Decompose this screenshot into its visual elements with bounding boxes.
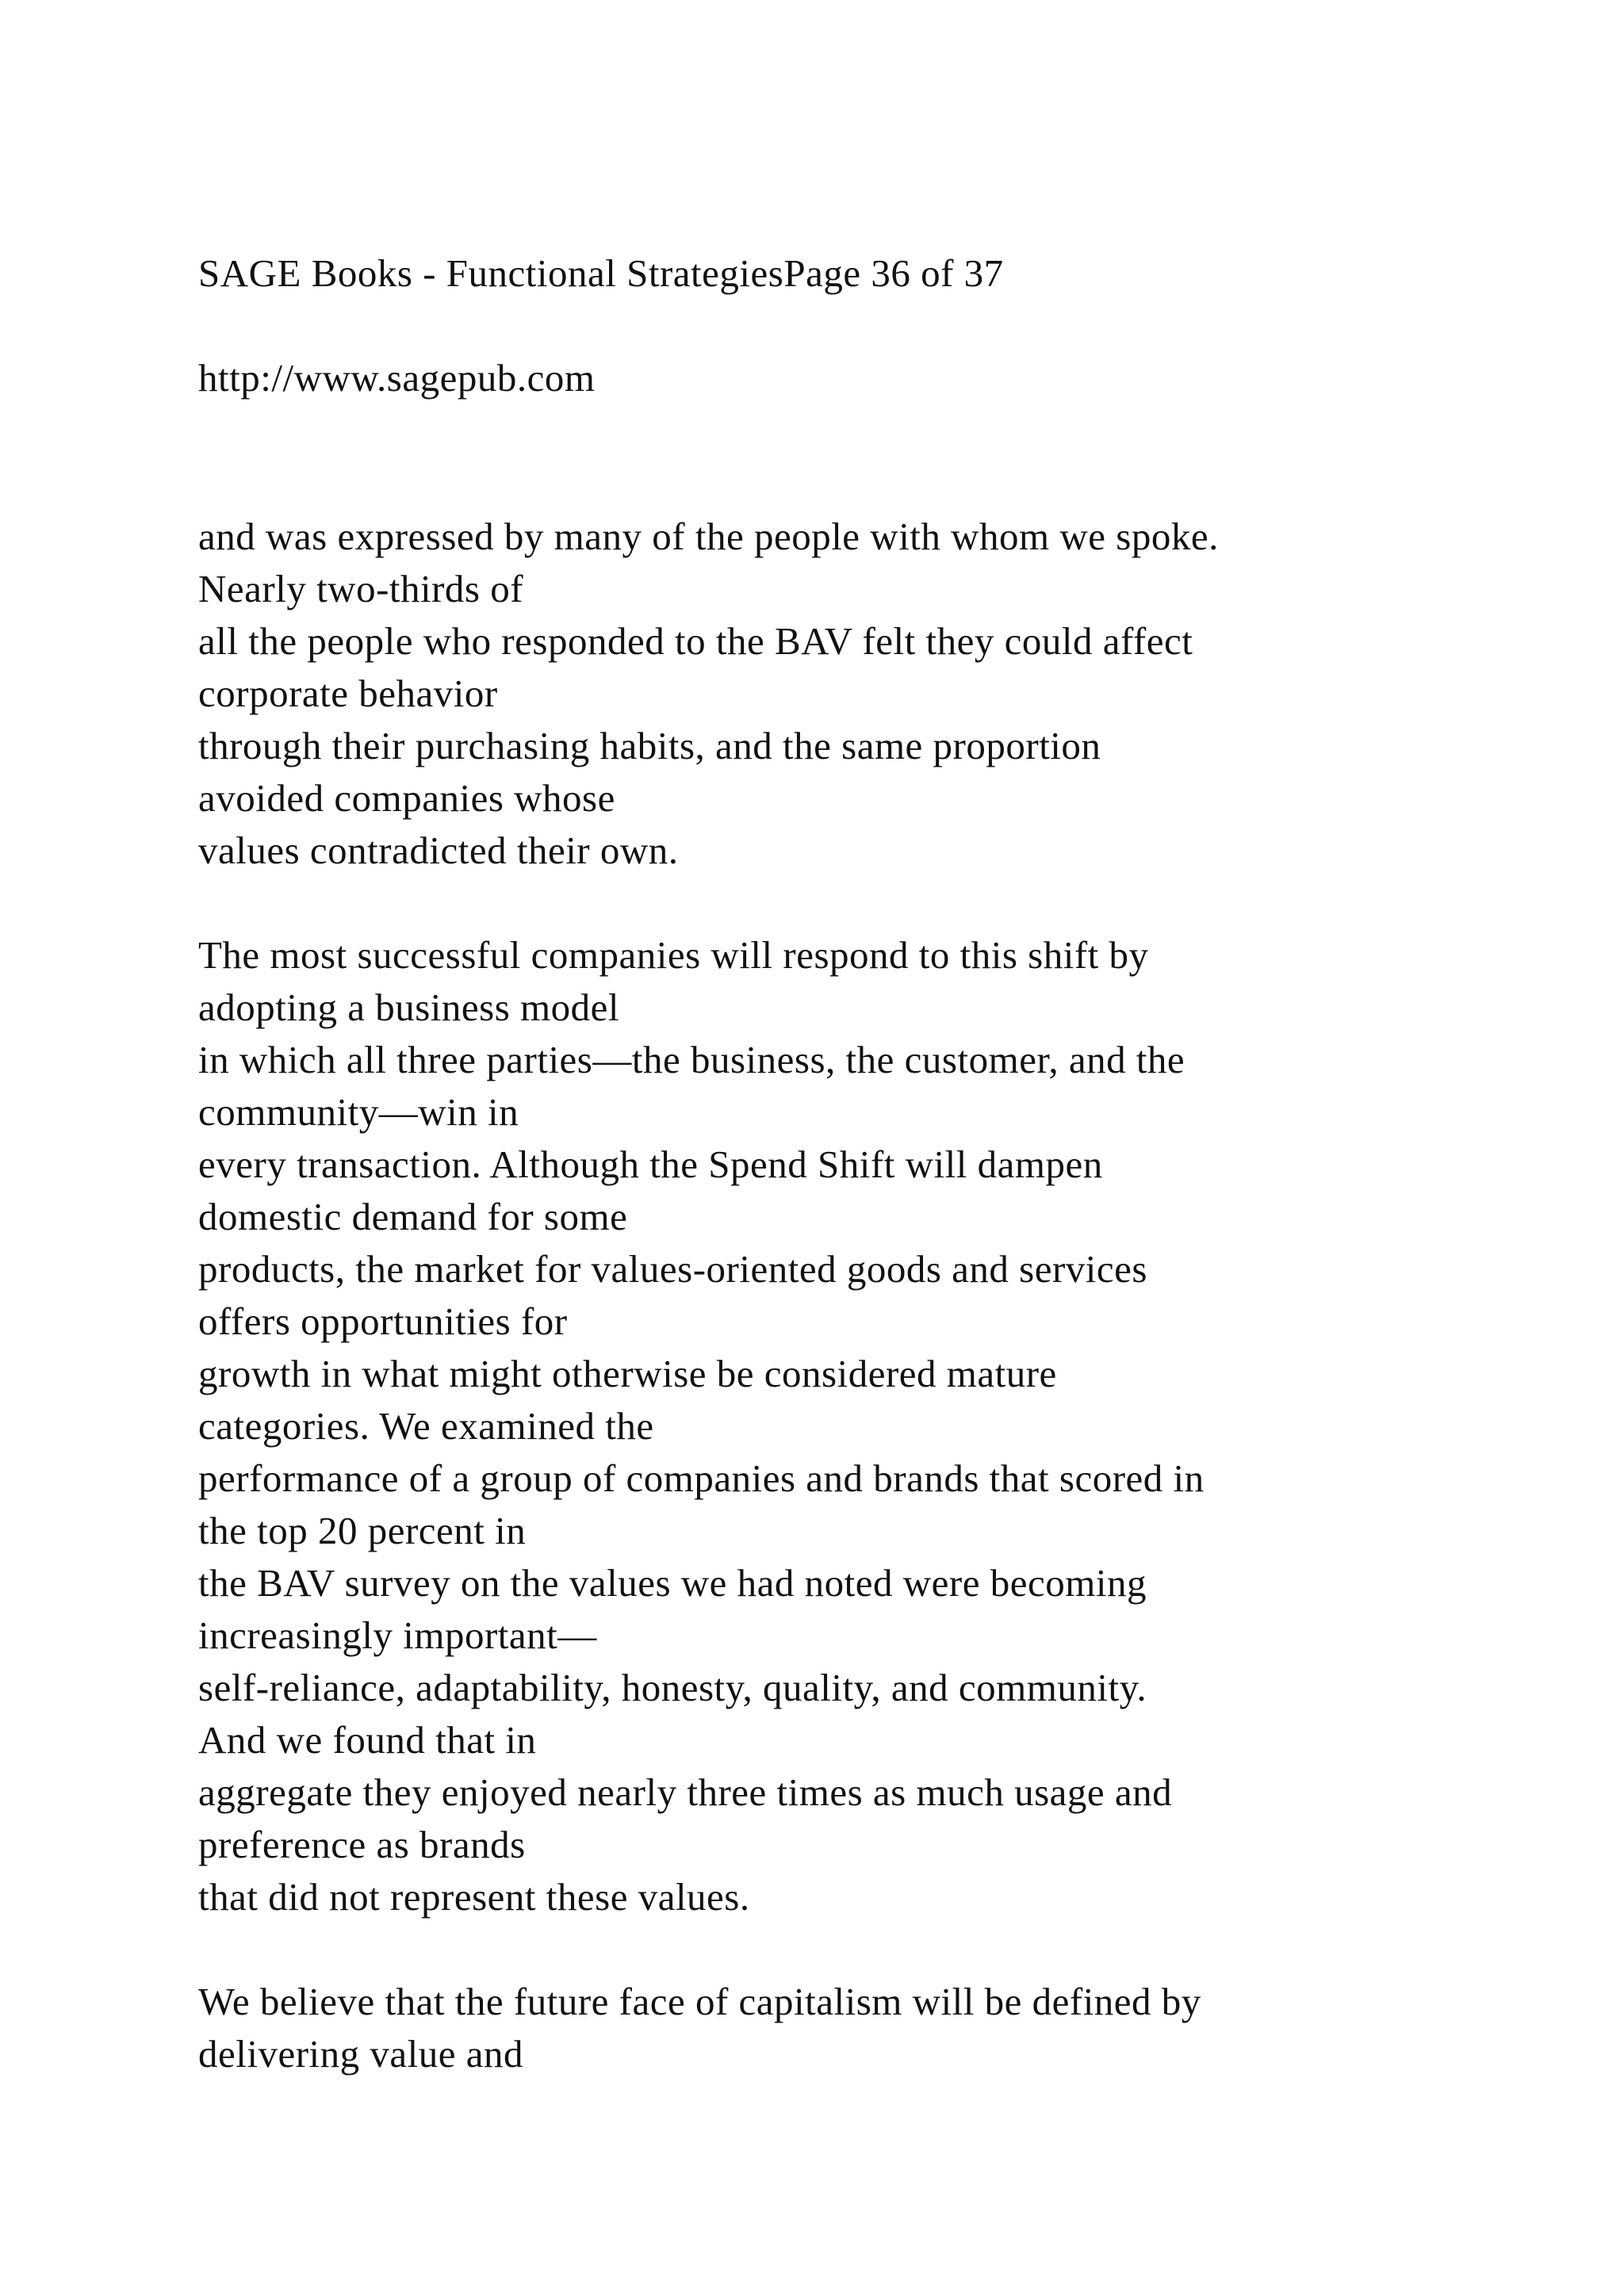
text-line: and was expressed by many of the people with whom we spoke. bbox=[198, 515, 1219, 558]
text-line: in which all three parties—the business, the customer, and the bbox=[198, 1038, 1185, 1081]
text-line: the top 20 percent in bbox=[198, 1509, 527, 1552]
text-line: avoided companies whose bbox=[198, 776, 615, 820]
header-url: http://www.sagepub.com bbox=[198, 356, 596, 400]
text-line: products, the market for values-oriented goods and services bbox=[198, 1247, 1147, 1291]
text-line: The most successful companies will respond to this shift by bbox=[198, 933, 1149, 977]
text-line: that did not represent these values. bbox=[198, 1875, 750, 1919]
text-line: increasingly important— bbox=[198, 1613, 597, 1657]
text-line: Nearly two-thirds of bbox=[198, 567, 524, 610]
text-line: growth in what might otherwise be considered mature bbox=[198, 1352, 1057, 1395]
text-line: community—win in bbox=[198, 1090, 519, 1134]
text-line: self-reliance, adaptability, honesty, quality, and community. bbox=[198, 1666, 1147, 1709]
header-title: SAGE Books - Functional StrategiesPage 36 of 37 bbox=[198, 251, 1004, 295]
text-line: offers opportunities for bbox=[198, 1299, 568, 1343]
text-line: corporate behavior bbox=[198, 672, 498, 715]
text-line: preference as brands bbox=[198, 1823, 526, 1866]
text-line: the BAV survey on the values we had noted were becoming bbox=[198, 1561, 1147, 1605]
text-line: domestic demand for some bbox=[198, 1195, 628, 1238]
text-line: values contradicted their own. bbox=[198, 828, 679, 872]
text-line: all the people who responded to the BAV felt they could affect bbox=[198, 619, 1193, 663]
text-line: delivering value and bbox=[198, 2032, 524, 2076]
text-line: performance of a group of companies and brands that scored in bbox=[198, 1456, 1205, 1500]
text-line: every transaction. Although the Spend Shift will dampen bbox=[198, 1142, 1103, 1186]
text-line: through their purchasing habits, and the same proportion bbox=[198, 724, 1101, 767]
text-line: And we found that in bbox=[198, 1718, 537, 1762]
text-line: categories. We examined the bbox=[198, 1404, 654, 1448]
text-line: adopting a business model bbox=[198, 985, 620, 1029]
text-line: We believe that the future face of capitalism will be defined by bbox=[198, 1980, 1201, 2023]
text-line: aggregate they enjoyed nearly three times as much usage and bbox=[198, 1770, 1173, 1814]
